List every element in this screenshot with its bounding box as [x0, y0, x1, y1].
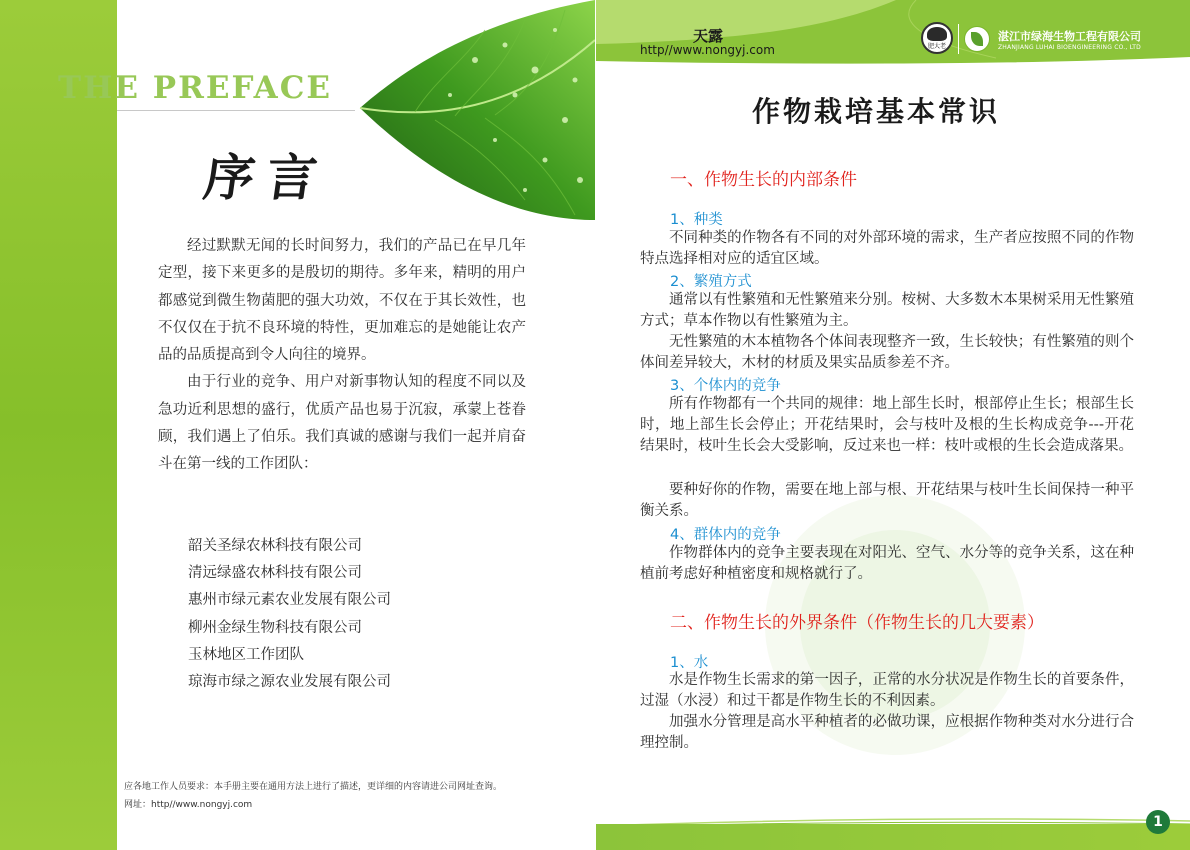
subsection-heading: 4、群体内的竞争	[670, 527, 781, 543]
footnote	[124, 778, 502, 814]
company-list	[188, 533, 391, 696]
page-title: 作物栽培基本常识	[752, 95, 1001, 128]
subsection-heading: 1、种类	[670, 212, 723, 228]
paragraph: 加强水分管理是高水平种植者的必做功课，应根据作物种类对水分进行合理控制。	[640, 714, 1134, 752]
subsection-heading: 2、繁殖方式	[670, 274, 752, 290]
logo-label: 肥大老	[927, 43, 946, 50]
subsection-heading: 3、个体内的竞争	[670, 378, 781, 394]
company-logo	[964, 26, 990, 52]
company-name-cn: 湛江市绿海生物工程有限公司	[998, 30, 1141, 43]
footnote-line: 应各地工作人员要求：本手册主要在通用方法上进行了描述，更详细的内容请进公司网址查询。	[124, 782, 503, 792]
list-item: 柳州金绿生物科技有限公司	[188, 619, 362, 636]
leaf-icon	[971, 32, 983, 46]
preface-english-title: THE PREFACE	[58, 70, 333, 106]
footnote-url: 网址：http//www.nongyj.com	[124, 800, 253, 810]
leaf-image	[355, 0, 595, 220]
list-item: 琼海市绿之源农业发展有限公司	[188, 674, 391, 691]
paragraph: 所有作物都有一个共同的规律：地上部生长时，根部停止生长；根部生长时，地上部生长会停止；开花结果时，会与枝叶及根的生长构成竞争---开花结果时，枝叶生长会大受影响，反过来也一样：枝叶或根的生长会造成落果。	[640, 396, 1134, 455]
list-item: 清远绿盛农林科技有限公司	[188, 565, 362, 582]
brand-logo	[921, 22, 953, 54]
preface-paragraph: 由于行业的竞争、用户对新事物认知的程度不同以及急功近利思想的盛行，优质产品也易于沉寂，承蒙上苍眷顾，我们遇上了伯乐。我们真诚的感谢与我们一起并肩奋斗在第一线的工作团队：	[158, 374, 526, 473]
paragraph: 要种好你的作物，需要在地上部与根、开花结果与枝叶生长间保持一种平衡关系。	[640, 482, 1134, 520]
tree-icon	[927, 27, 947, 41]
page-number: 1	[1146, 810, 1170, 834]
company-name-en: ZHANJIANG LUHAI BIOENGINEERING CO., LTD	[998, 44, 1141, 51]
preface-paragraph: 经过默默无闻的长时间努力，我们的产品已在早几年定型，接下来更多的是殷切的期待。多年来，精明的用户都感觉到微生物菌肥的强大功效，不仅在于其长效性，也不仅仅在于抗不良环境的特性，更加难忘的是她能让农产品的品质提高到令人向往的境界。	[158, 238, 526, 364]
preface-chinese-title: 序言	[200, 148, 333, 207]
header-url: http//www.nongyj.com	[640, 43, 775, 57]
left-green-bar	[0, 0, 117, 850]
logo-divider	[958, 24, 959, 54]
title-divider	[117, 110, 355, 111]
section-heading: 一、作物生长的内部条件	[670, 170, 857, 190]
paragraph: 作物群体内的竞争主要表现在对阳光、空气、水分等的竞争关系，这在种植前考虑好种植密度和规格就行了。	[640, 545, 1134, 583]
paragraph: 水是作物生长需求的第一因子，正常的水分状况是作物生长的首要条件，过湿（水浸）和过干都是作物生长的不利因素。	[640, 672, 1134, 710]
bottom-green-band	[596, 824, 1190, 850]
brand-name: 天露	[693, 27, 724, 45]
paragraph: 不同种类的作物各有不同的对外部环境的需求，生产者应按照不同的作物特点选择相对应的适宜区域。	[640, 230, 1134, 268]
list-item: 惠州市绿元素农业发展有限公司	[188, 592, 391, 609]
list-item: 玉林地区工作团队	[188, 646, 304, 663]
paragraph: 通常以有性繁殖和无性繁殖来分别。桉树、大多数木本果树采用无性繁殖方式；草本作物以有性繁殖为主。	[640, 292, 1134, 330]
preface-body	[158, 233, 526, 479]
subsection-heading: 1、水	[670, 655, 709, 671]
list-item: 韶关圣绿农林科技有限公司	[188, 538, 362, 554]
paragraph: 无性繁殖的木本植物各个体间表现整齐一致，生长较快；有性繁殖的则个体间差异较大，木材的材质及果实品质参差不齐。	[640, 334, 1134, 372]
section-heading: 二、作物生长的外界条件（作物生长的几大要素）	[670, 613, 1044, 633]
